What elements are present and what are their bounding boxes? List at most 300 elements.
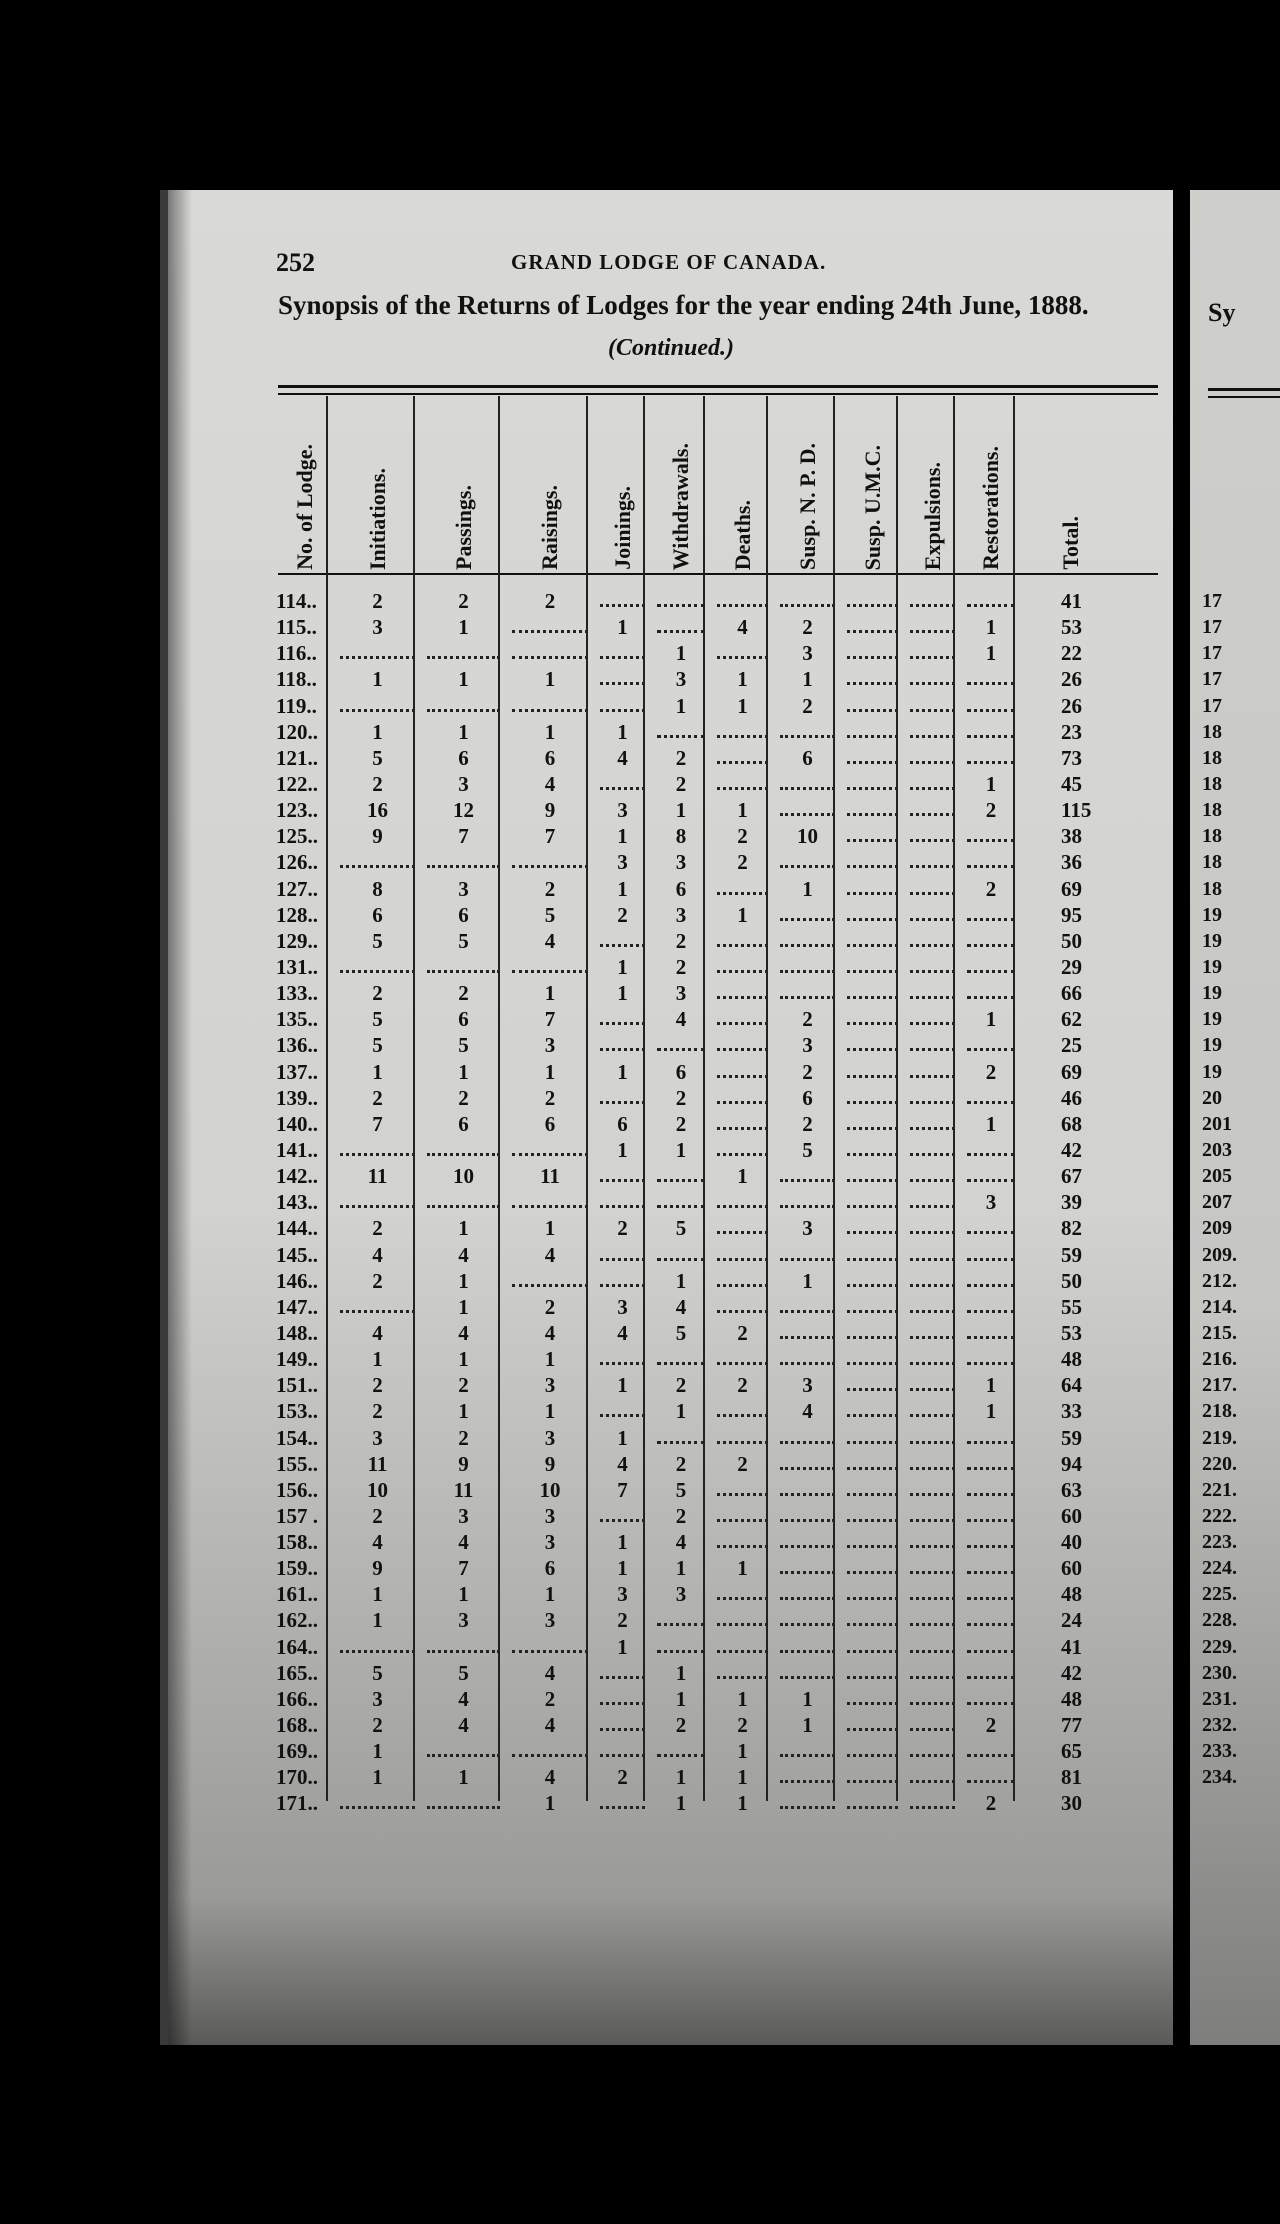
cell-deaths: 1 [737,1791,748,1816]
empty-cell-leader [600,1048,645,1051]
page-header [276,248,1156,288]
cell-passings: 2 [458,1373,469,1398]
cell-raisings: 4 [544,928,556,953]
cell-withdrawals: 1 [675,1137,687,1162]
cell-deaths: 1 [737,1765,748,1790]
cell-joinings: 7 [617,1477,628,1502]
empty-cell-leader [910,1623,955,1626]
cell-total: 41 [1061,1634,1082,1659]
cell-joinings: 3 [617,850,628,875]
empty-cell-leader [910,839,955,842]
empty-cell-leader [847,839,898,842]
right-page-lodge-no: 217. [1202,1374,1237,1397]
empty-cell-leader [847,1127,898,1130]
cell-lodge-no: 169.. [276,1739,318,1764]
empty-cell-leader [967,1284,1015,1287]
cell-initiations: 5 [372,1660,383,1685]
cell-passings: 6 [458,1111,469,1136]
right-page-lodge-no: 230. [1202,1661,1237,1684]
cell-lodge-no: 166.. [276,1686,318,1711]
cell-withdrawals: 2 [675,954,687,979]
cell-initiations: 2 [372,771,383,796]
cell-initiations: 8 [372,876,383,901]
empty-cell-leader [717,996,768,999]
cell-total: 30 [1061,1791,1082,1816]
cell-lodge-no: 147.. [276,1294,318,1319]
cell-raisings: 3 [544,1530,556,1555]
empty-cell-leader [600,1205,645,1208]
cell-deaths: 1 [737,1556,748,1581]
empty-cell-leader [717,1414,768,1417]
cell-joinings: 4 [617,1451,628,1476]
cell-passings: 6 [458,902,469,927]
empty-cell-leader [967,682,1015,685]
right-page-lodge-no: 19 [1202,955,1222,978]
empty-cell-leader [967,918,1015,921]
column-header-label: Raisings. [537,485,562,570]
cell-initiations: 2 [372,1373,383,1398]
cell-passings: 3 [458,876,469,901]
cell-withdrawals: 1 [675,1791,687,1816]
empty-cell-leader [780,1676,835,1679]
empty-cell-leader [847,1493,898,1496]
cell-passings: 1 [458,1059,469,1084]
empty-cell-leader [910,1205,955,1208]
cell-lodge-no: 136.. [276,1033,318,1058]
cell-total: 48 [1061,1686,1082,1711]
right-page-lodge-no: 221. [1202,1478,1237,1501]
right-page-lodge-no: 234. [1202,1766,1237,1789]
cell-lodge-no: 155.. [276,1451,318,1476]
cell-raisings: 1 [544,1216,556,1241]
empty-cell-leader [657,735,705,738]
cell-deaths: 2 [737,850,748,875]
cell-total: 95 [1061,902,1082,927]
empty-cell-leader [967,1702,1015,1705]
cell-withdrawals: 3 [675,902,687,927]
right-page-lodge-no: 222. [1202,1504,1237,1527]
cell-raisings: 2 [544,1085,556,1110]
cell-passings: 1 [458,719,469,744]
cell-raisings: 3 [544,1425,556,1450]
cell-susp-npd: 2 [802,615,813,640]
empty-cell-leader [427,1754,500,1757]
cell-joinings: 1 [617,1634,628,1659]
cell-lodge-no: 151.. [276,1373,318,1398]
cell-raisings: 3 [544,1033,556,1058]
cell-passings: 1 [458,667,469,692]
cell-joinings: 2 [617,1216,628,1241]
cell-joinings: 2 [617,902,628,927]
right-page-lodge-no: 224. [1202,1557,1237,1580]
empty-cell-leader [512,656,588,659]
empty-cell-leader [340,865,415,868]
cell-total: 73 [1061,745,1082,770]
empty-cell-leader [340,1153,415,1156]
empty-cell-leader [910,1493,955,1496]
cell-raisings: 4 [544,1320,556,1345]
cell-susp-npd: 6 [802,1085,813,1110]
cell-raisings: 1 [544,719,556,744]
cell-total: 55 [1061,1294,1082,1319]
cell-total: 115 [1061,798,1092,823]
cell-lodge-no: 146.. [276,1268,318,1293]
empty-cell-leader [847,1806,898,1809]
empty-cell-leader [847,1022,898,1025]
empty-cell-leader [340,970,415,973]
cell-deaths: 1 [737,902,748,927]
empty-cell-leader [427,1650,500,1653]
right-page-lodge-no: 19 [1202,982,1222,1005]
cell-total: 42 [1061,1137,1082,1162]
cell-deaths: 2 [737,1320,748,1345]
empty-cell-leader [847,1780,898,1783]
right-page-lodge-no: 207 [1202,1191,1232,1214]
empty-cell-leader [717,1650,768,1653]
cell-passings: 2 [458,981,469,1006]
right-page-lodge-no: 214. [1202,1295,1237,1318]
cell-withdrawals: 4 [675,1294,687,1319]
empty-cell-leader [967,1571,1015,1574]
right-page-lodge-no: 19 [1202,1060,1222,1083]
empty-cell-leader [847,682,898,685]
cell-raisings: 9 [544,798,556,823]
empty-cell-leader [717,1231,768,1234]
cell-total: 36 [1061,850,1082,875]
cell-raisings: 7 [544,824,556,849]
right-page-lodge-no: 212. [1202,1269,1237,1292]
cell-initiations: 1 [372,719,383,744]
cell-total: 29 [1061,954,1082,979]
column-header-raisings [524,390,576,570]
column-header-label: Expulsions. [919,461,945,570]
column-header-label: Withdrawals. [668,442,693,570]
empty-cell-leader [717,1022,768,1025]
empty-cell-leader [847,1153,898,1156]
cell-withdrawals: 2 [675,1085,687,1110]
empty-cell-leader [512,1650,588,1653]
empty-cell-leader [910,1153,955,1156]
empty-cell-leader [910,918,955,921]
cell-susp-npd: 3 [802,1216,813,1241]
empty-cell-leader [717,1493,768,1496]
empty-cell-leader [512,1754,588,1757]
cell-susp-npd: 3 [802,641,813,666]
right-page-lodge-no: 220. [1202,1452,1237,1475]
cell-initiations: 4 [372,1320,383,1345]
empty-cell-leader [910,1545,955,1548]
cell-restorations: 1 [985,1111,997,1136]
cell-withdrawals: 5 [675,1216,687,1241]
empty-cell-leader [780,1493,835,1496]
cell-total: 26 [1061,667,1082,692]
empty-cell-leader [340,1806,415,1809]
cell-deaths: 2 [737,824,748,849]
cell-total: 40 [1061,1530,1082,1555]
cell-initiations: 2 [372,1216,383,1241]
cell-susp-npd: 6 [802,745,813,770]
cell-susp-npd: 2 [802,693,813,718]
cell-total: 42 [1061,1660,1082,1685]
empty-cell-leader [847,787,898,790]
cell-deaths: 1 [737,667,748,692]
cell-lodge-no: 148.. [276,1320,318,1345]
empty-cell-leader [600,604,645,607]
cell-initiations: 11 [367,1451,388,1476]
empty-cell-leader [910,1048,955,1051]
cell-initiations: 16 [367,798,388,823]
cell-raisings: 5 [544,902,556,927]
empty-cell-leader [512,865,588,868]
cell-lodge-no: 171.. [276,1791,318,1816]
empty-cell-leader [910,865,955,868]
empty-cell-leader [717,656,768,659]
empty-cell-leader [910,1388,955,1391]
cell-lodge-no: 123.. [276,798,318,823]
cell-deaths: 2 [737,1713,748,1738]
empty-cell-leader [427,656,500,659]
cell-lodge-no: 126.. [276,850,318,875]
empty-cell-leader [717,787,768,790]
empty-cell-leader [657,1623,705,1626]
empty-cell-leader [847,709,898,712]
cell-lodge-no: 133.. [276,981,318,1006]
empty-cell-leader [340,1310,415,1313]
empty-cell-leader [780,865,835,868]
empty-cell-leader [910,996,955,999]
empty-cell-leader [427,865,500,868]
empty-cell-leader [847,761,898,764]
column-header-restorations [965,390,1017,570]
empty-cell-leader [847,1702,898,1705]
cell-lodge-no: 116.. [276,641,317,666]
empty-cell-leader [657,1441,705,1444]
empty-cell-leader [717,1597,768,1600]
empty-cell-leader [780,735,835,738]
empty-cell-leader [967,1676,1015,1679]
cell-initiations: 1 [372,1608,383,1633]
empty-cell-leader [847,1048,898,1051]
right-page-lodge-no: 232. [1202,1714,1237,1737]
cell-raisings: 1 [544,1791,556,1816]
column-header-susp-npd [782,390,834,570]
cell-initiations: 2 [372,589,383,613]
cell-initiations: 3 [372,1425,383,1450]
header-bottom-rule [278,573,1158,575]
empty-cell-leader [717,761,768,764]
cell-lodge-no: 128.. [276,902,318,927]
cell-raisings: 1 [544,1582,556,1607]
cell-initiations: 2 [372,1713,383,1738]
cell-raisings: 4 [544,1660,556,1685]
empty-cell-leader [967,1754,1015,1757]
cell-lodge-no: 141.. [276,1137,318,1162]
empty-cell-leader [847,1597,898,1600]
empty-cell-leader [600,1022,645,1025]
cell-withdrawals: 6 [675,1059,687,1084]
cell-initiations: 1 [372,1765,383,1790]
cell-passings: 5 [458,928,469,953]
column-header-label: No. of Lodge. [292,444,317,570]
cell-raisings: 1 [544,667,556,692]
empty-cell-leader [600,709,645,712]
cell-withdrawals: 1 [675,1399,687,1424]
empty-cell-leader [910,1650,955,1653]
empty-cell-leader [780,1597,835,1600]
empty-cell-leader [910,1362,955,1365]
cell-susp-npd: 3 [802,1033,813,1058]
empty-cell-leader [847,1676,898,1679]
empty-cell-leader [717,944,768,947]
cell-restorations: 2 [985,876,997,901]
cell-susp-npd: 1 [802,1713,813,1738]
right-page-lodge-no: 20 [1202,1086,1222,1109]
cell-lodge-no: 114.. [276,589,317,613]
empty-cell-leader [600,1702,645,1705]
right-page-rule-thin [1208,396,1280,398]
empty-cell-leader [967,1519,1015,1522]
cell-joinings: 2 [617,1765,628,1790]
cell-lodge-no: 165.. [276,1660,318,1685]
empty-cell-leader [717,735,768,738]
cell-deaths: 1 [737,798,748,823]
right-page-lodge-no: 209 [1202,1217,1232,1240]
cell-lodge-no: 131.. [276,954,318,979]
empty-cell-leader [847,1284,898,1287]
cell-passings: 12 [453,798,474,823]
empty-cell-leader [847,735,898,738]
cell-withdrawals: 2 [675,1503,687,1528]
cell-raisings: 6 [544,745,556,770]
cell-lodge-no: 137.. [276,1059,318,1084]
empty-cell-leader [910,1127,955,1130]
cell-susp-npd: 1 [802,1686,813,1711]
cell-passings: 11 [453,1477,474,1502]
empty-cell-leader [967,1623,1015,1626]
cell-joinings: 1 [617,719,628,744]
cell-joinings: 3 [617,798,628,823]
empty-cell-leader [512,1153,588,1156]
cell-passings: 7 [458,824,469,849]
empty-cell-leader [910,656,955,659]
cell-passings: 1 [458,1294,469,1319]
empty-cell-leader [717,1284,768,1287]
cell-total: 25 [1061,1033,1082,1058]
empty-cell-leader [910,735,955,738]
empty-cell-leader [780,918,835,921]
cell-total: 50 [1061,1268,1082,1293]
right-page-lodge-no: 18 [1202,825,1222,848]
cell-lodge-no: 162.. [276,1608,318,1633]
cell-lodge-no: 159.. [276,1556,318,1581]
cell-joinings: 2 [617,1608,628,1633]
empty-cell-leader [780,970,835,973]
empty-cell-leader [847,604,898,607]
cell-lodge-no: 158.. [276,1530,318,1555]
right-page-lodge-no: 17 [1202,590,1222,612]
cell-withdrawals: 1 [675,1765,687,1790]
cell-withdrawals: 5 [675,1477,687,1502]
cell-raisings: 3 [544,1608,556,1633]
empty-cell-leader [657,1650,705,1653]
empty-cell-leader [780,1571,835,1574]
empty-cell-leader [657,1258,705,1261]
empty-cell-leader [780,1467,835,1470]
empty-cell-leader [967,1780,1015,1783]
empty-cell-leader [717,1310,768,1313]
cell-initiations: 4 [372,1242,383,1267]
right-page-lodge-no: 17 [1202,668,1222,691]
cell-lodge-no: 125.. [276,824,318,849]
empty-cell-leader [910,1728,955,1731]
right-page-lodge-no: 209. [1202,1243,1237,1266]
cell-initiations: 9 [372,824,383,849]
cell-initiations: 6 [372,902,383,927]
empty-cell-leader [910,761,955,764]
empty-cell-leader [967,1441,1015,1444]
cell-withdrawals: 1 [675,1686,687,1711]
book-page-left [160,190,1173,2045]
empty-cell-leader [847,1467,898,1470]
column-header-label: Joinings. [609,486,635,570]
empty-cell-leader [427,1806,500,1809]
empty-cell-leader [847,892,898,895]
cell-raisings: 11 [540,1164,560,1189]
empty-cell-leader [910,1806,955,1809]
cell-total: 77 [1061,1713,1082,1738]
column-header-label: Initiations. [364,467,390,570]
empty-cell-leader [717,1101,768,1104]
cell-withdrawals: 1 [675,693,687,718]
column-header-label: Susp. U.M.C. [859,444,885,570]
empty-cell-leader [717,1623,768,1626]
book-page-right [1190,190,1280,2045]
empty-cell-leader [967,1153,1015,1156]
cell-initiations: 2 [372,1268,383,1293]
cell-joinings: 1 [617,876,628,901]
cell-passings: 4 [458,1530,469,1555]
cell-passings: 5 [458,1033,469,1058]
cell-lodge-no: 154.. [276,1425,318,1450]
empty-cell-leader [717,1519,768,1522]
empty-cell-leader [910,1075,955,1078]
empty-cell-leader [910,1101,955,1104]
cell-initiations: 1 [372,1347,383,1372]
empty-cell-leader [600,1806,645,1809]
empty-cell-leader [780,1205,835,1208]
empty-cell-leader [340,656,415,659]
empty-cell-leader [967,1362,1015,1365]
cell-susp-npd: 1 [802,667,813,692]
empty-cell-leader [910,787,955,790]
empty-cell-leader [600,1258,645,1261]
empty-cell-leader [910,604,955,607]
right-page-lodge-no: 18 [1202,720,1222,743]
empty-cell-leader [910,1571,955,1574]
cell-raisings: 2 [544,876,556,901]
right-page-lodge-no: 19 [1202,1008,1222,1031]
cell-joinings: 1 [617,1373,628,1398]
cell-initiations: 5 [372,928,383,953]
cell-initiations: 1 [372,667,383,692]
cell-lodge-no: 144.. [276,1216,318,1241]
cell-withdrawals: 2 [675,771,687,796]
cell-withdrawals: 8 [675,824,687,849]
cell-total: 59 [1061,1425,1082,1450]
empty-cell-leader [600,1101,645,1104]
cell-joinings: 1 [617,1137,628,1162]
cell-lodge-no: 122.. [276,771,318,796]
